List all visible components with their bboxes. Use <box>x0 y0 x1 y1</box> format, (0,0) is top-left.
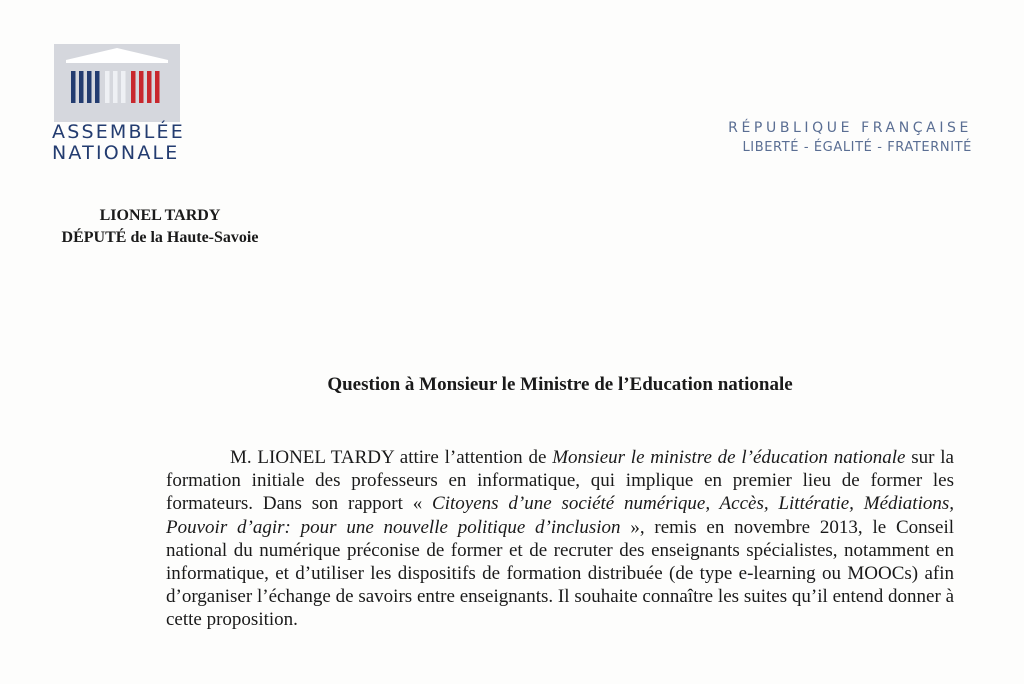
question-body <box>166 446 954 632</box>
assemblee-emblem-icon <box>54 44 180 122</box>
question-body-segment-italic: Citoyens d’une société numérique, Accès, Littératie, Médiations, Pouvoir d’agir: pour une nouvelle politique d’inclusion <box>166 493 954 538</box>
assemblee-nationale-logo <box>52 44 185 164</box>
logo-text-line-1: ASSEMBLÉE <box>52 121 185 143</box>
question-body-segment: », remis en novembre 2013, le Conseil national du numérique préconise de former et de recruter des enseignants spécialistes, notamment en informatique, et d’utiliser les dispositifs de formation distribuée (de type e-learning ou MOOCs) afin d’organiser l’échange de savoirs entre enseignants. Il souhaite connaître les suites qu’il entend donner à cette proposition. <box>166 516 955 631</box>
deputy-block <box>22 205 298 249</box>
republic-heading <box>728 118 972 158</box>
question-title: Question à Monsieur le Ministre de l’Education nationale <box>327 374 793 395</box>
logo-text-line-2: NATIONALE <box>52 142 180 164</box>
question-body-segment: sur la formation initiale des professeurs en informatique, qui implique en premier lieu de former les formateurs. Dans son rapport « <box>166 447 954 515</box>
republic-motto: LIBERTÉ - ÉGALITÉ - FRATERNITÉ <box>742 140 972 155</box>
question-body-segment-italic: Monsieur le ministre de l’éducation nationale <box>552 447 906 468</box>
question-body-segment: M. LIONEL TARDY attire l’attention de <box>230 447 553 468</box>
deputy-name: LIONEL TARDY <box>99 207 221 224</box>
republic-title: RÉPUBLIQUE FRANÇAISE <box>728 120 972 136</box>
deputy-title: DÉPUTÉ de la Haute-Savoie <box>61 229 259 246</box>
